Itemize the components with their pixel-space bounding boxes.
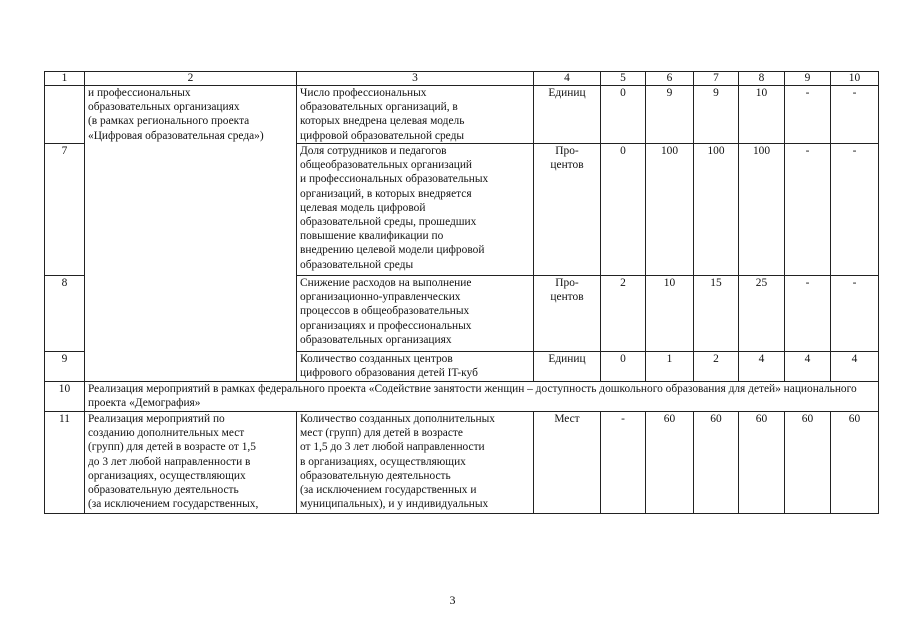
value-cell: 60: [646, 412, 694, 514]
unit-cell: Про- центов: [534, 144, 601, 276]
header-cell: 10: [831, 72, 879, 86]
value-cell: -: [785, 276, 831, 352]
header-cell: 2: [85, 72, 297, 86]
value-cell: 0: [601, 352, 646, 382]
row-number-cell: 9: [45, 352, 85, 382]
value-cell: -: [601, 412, 646, 514]
indicator-cell: Количество созданных центров цифрового образования детей IT-куб: [297, 352, 534, 382]
activity-cell: и профессиональных образовательных организациях (в рамках регионального проекта «Цифровая образовательная среда»): [85, 86, 297, 382]
header-cell: 4: [534, 72, 601, 86]
value-cell: 25: [739, 276, 785, 352]
value-cell: -: [831, 276, 879, 352]
value-cell: 100: [646, 144, 694, 276]
value-cell: 15: [694, 276, 739, 352]
header-cell: 7: [694, 72, 739, 86]
row-number-cell: 10: [45, 382, 85, 412]
value-cell: 100: [694, 144, 739, 276]
header-cell: 9: [785, 72, 831, 86]
unit-cell: Про- центов: [534, 276, 601, 352]
value-cell: -: [831, 144, 879, 276]
value-cell: -: [785, 86, 831, 144]
row-number-cell: 11: [45, 412, 85, 514]
header-cell: 8: [739, 72, 785, 86]
table-row: [45, 412, 879, 514]
value-cell: 0: [601, 144, 646, 276]
value-cell: 1: [646, 352, 694, 382]
value-cell: 2: [694, 352, 739, 382]
unit-cell: Мест: [534, 412, 601, 514]
header-cell: 5: [601, 72, 646, 86]
value-cell: 60: [694, 412, 739, 514]
header-cell: 3: [297, 72, 534, 86]
page-number: 3: [449, 593, 456, 607]
value-cell: 4: [785, 352, 831, 382]
row-number-cell: 8: [45, 276, 85, 352]
header-cell: 6: [646, 72, 694, 86]
table-row: [45, 382, 879, 412]
value-cell: 60: [831, 412, 879, 514]
value-cell: 4: [831, 352, 879, 382]
table-row: [45, 86, 879, 144]
value-cell: 2: [601, 276, 646, 352]
indicator-cell: Число профессиональных образовательных организаций, в которых внедрена целевая модель цифровой образовательной среды: [297, 86, 534, 144]
value-cell: -: [831, 86, 879, 144]
value-cell: 0: [601, 86, 646, 144]
value-cell: 10: [646, 276, 694, 352]
row-number-cell: [45, 86, 85, 144]
indicator-cell: Доля сотрудников и педагогов общеобразовательных организаций и профессиональных образовательных организаций, в которых внедряется целевая модель цифровой образовательной среды, прошедших повышение квалификации по внедрению целевой модели цифровой образовательной среды: [297, 144, 534, 276]
activity-cell: Реализация мероприятий по созданию дополнительных мест (групп) для детей в возрасте от 1,5 до 3 лет любой направленности в организациях, осуществляющих образовательную деятельность (за исключением государственных,: [85, 412, 297, 514]
unit-cell: Единиц: [534, 352, 601, 382]
indicators-table: [44, 71, 879, 514]
section-heading-cell: Реализация мероприятий в рамках федерального проекта «Содействие занятости женщин – доступность дошкольного образования для детей» национального проекта «Демография»: [85, 382, 879, 412]
value-cell: 60: [739, 412, 785, 514]
value-cell: 9: [694, 86, 739, 144]
header-cell: 1: [45, 72, 85, 86]
row-number-cell: 7: [45, 144, 85, 276]
value-cell: 9: [646, 86, 694, 144]
value-cell: 10: [739, 86, 785, 144]
indicator-cell: Снижение расходов на выполнение организационно-управленческих процессов в общеобразовательных организациях и профессиональных образовательных организациях: [297, 276, 534, 352]
value-cell: 100: [739, 144, 785, 276]
indicator-cell: Количество созданных дополнительных мест (групп) для детей в возрасте от 1,5 до 3 лет любой направленности в организациях, осуществляющих образовательную деятельность (за исключением государственных и муниципальных), и у индивидуальных: [297, 412, 534, 514]
value-cell: -: [785, 144, 831, 276]
unit-cell: Единиц: [534, 86, 601, 144]
column-number-header: [45, 72, 879, 86]
value-cell: 4: [739, 352, 785, 382]
value-cell: 60: [785, 412, 831, 514]
